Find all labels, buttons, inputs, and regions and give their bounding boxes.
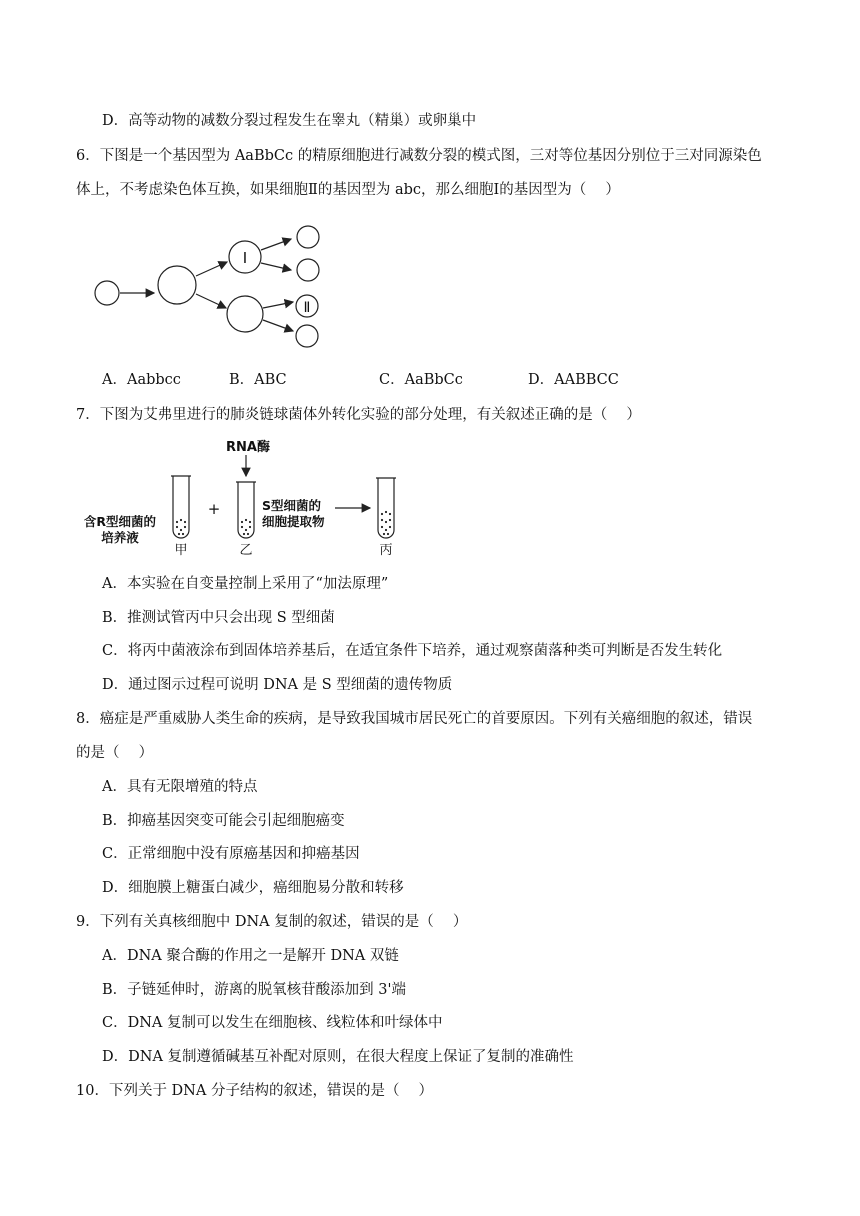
- rna-enzyme-label: RNA酶: [226, 440, 270, 455]
- q7-option-a: A．本实验在自变量控制上采用了“加法原理”: [102, 576, 389, 592]
- cell-2-label: Ⅱ: [303, 300, 311, 316]
- q6-stem-line1: 6．下图是一个基因型为 AaBbCc 的精原细胞进行减数分裂的模式图，三对等位基因分别位于三对同源染色: [76, 148, 762, 164]
- q8-option-c: C．正常细胞中没有原癌基因和抑癌基因: [102, 846, 360, 862]
- q6-option-b: B．ABC: [229, 372, 287, 388]
- q7-stem: 7．下图为艾弗里进行的肺炎链球菌体外转化实验的部分处理，有关叙述正确的是（ ）: [76, 407, 641, 423]
- secondary-cell-2: [227, 296, 263, 332]
- q6-option-c: C．AaBbCc: [379, 372, 463, 388]
- q9-option-c: C．DNA 复制可以发生在细胞核、线粒体和叶绿体中: [102, 1015, 443, 1031]
- q8-option-a: A．具有无限增殖的特点: [102, 779, 258, 795]
- q6-stem-line2: 体上，不考虑染色体互换，如果细胞Ⅱ的基因型为 abc，那么细胞Ⅰ的基因型为（ ）: [76, 182, 620, 198]
- q8-option-b: B．抑癌基因突变可能会引起细胞癌变: [102, 813, 345, 829]
- medium-label-line1: 含R型细菌的: [83, 514, 157, 529]
- q6-option-a: A．Aabbcc: [102, 372, 181, 388]
- tube-yi-label: 乙: [239, 543, 253, 558]
- q9-option-d: D．DNA 复制遵循碱基互补配对原则，在很大程度上保证了复制的准确性: [102, 1049, 574, 1065]
- q10-stem: 10．下列关于 DNA 分子结构的叙述，错误的是（ ）: [76, 1083, 434, 1099]
- q5-option-d: D．高等动物的减数分裂过程发生在睾丸（精巢）或卵巢中: [102, 113, 477, 129]
- q8-stem-line1: 8．癌症是严重威胁人类生命的疾病，是导致我国城市居民死亡的首要原因。下列有关癌细胞的叙述，错误: [76, 711, 753, 727]
- extract-label-line1: S型细菌的: [262, 498, 322, 513]
- sperm-cell-d: [296, 325, 318, 347]
- primary-spermatocyte-cell: [158, 266, 196, 304]
- q6-option-d: D．AABBCC: [528, 372, 619, 388]
- tube-jia-label: 甲: [174, 543, 188, 558]
- tube-bing-label: 丙: [379, 543, 393, 558]
- q7-option-d: D．通过图示过程可说明 DNA 是 S 型细菌的遗传物质: [102, 677, 453, 693]
- q9-option-b: B．子链延伸时，游离的脱氧核苷酸添加到 3'端: [102, 982, 406, 998]
- q8-stem-line2: 的是（ ）: [76, 745, 154, 761]
- q9-option-a: A．DNA 聚合酶的作用之一是解开 DNA 双链: [102, 948, 399, 964]
- medium-label-line2: 培养液: [101, 530, 139, 545]
- cell-1-label: Ⅰ: [242, 249, 248, 267]
- spermatogonium-cell: [95, 281, 119, 305]
- plus-sign: +: [207, 500, 221, 518]
- q7-option-c: C．将丙中菌液涂布到固体培养基后，在适宜条件下培养，通过观察菌落种类可判断是否发生转化: [102, 643, 723, 659]
- sperm-cell-a: [297, 226, 319, 248]
- sperm-cell-b: [297, 259, 319, 281]
- tube-jia: [171, 476, 191, 538]
- meiosis-diagram: [86, 220, 336, 355]
- q8-option-d: D．细胞膜上糖蛋白减少，癌细胞易分散和转移: [102, 880, 404, 896]
- transformation-experiment-diagram: [80, 438, 410, 560]
- q7-option-b: B．推测试管丙中只会出现 S 型细菌: [102, 610, 335, 626]
- q9-stem: 9．下列有关真核细胞中 DNA 复制的叙述，错误的是（ ）: [76, 914, 468, 930]
- q6-options: [0, 370, 860, 390]
- extract-label-line2: 细胞提取物: [262, 514, 325, 529]
